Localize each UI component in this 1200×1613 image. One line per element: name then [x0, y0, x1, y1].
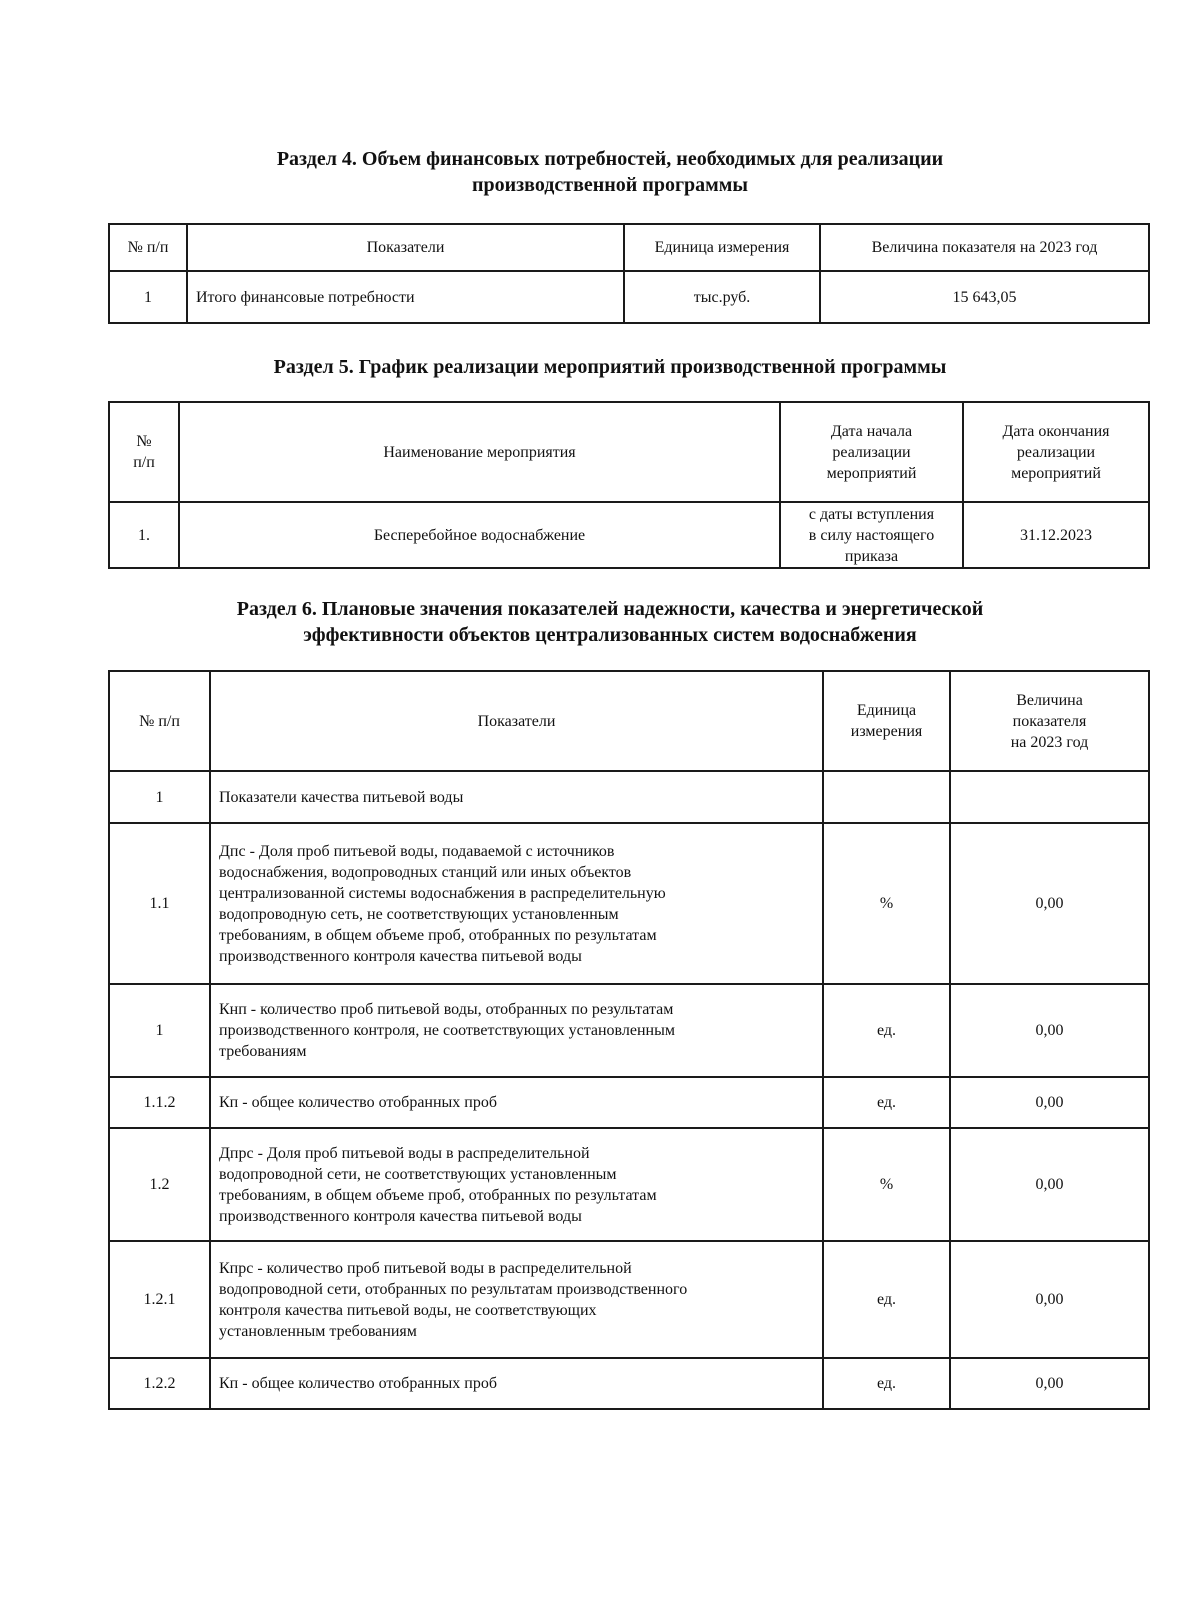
table-header-row: [109, 671, 1149, 771]
header-indicator: Показатели: [187, 224, 624, 271]
header-num: № п/п: [109, 402, 179, 502]
header-unit: Единица измерения: [624, 224, 820, 271]
table-row: [109, 984, 1149, 1077]
cell-num: 1.2: [109, 1128, 210, 1241]
cell-indicator: Кнп - количество проб питьевой воды, отобранных по результатам производственного контроля, не соответствующих установленным требованиям: [210, 984, 823, 1077]
header-num: № п/п: [109, 224, 187, 271]
cell-num: 1.1: [109, 823, 210, 984]
table-row: [109, 271, 1149, 323]
cell-indicator: Дпс - Доля проб питьевой воды, подаваемой с источников водоснабжения, водопроводных станций или иных объектов централизованной системы водоснабжения в распределительную водопроводную сеть, не соответствующих установленным требованиям, в общем объеме проб, отобранных по результатам производственного контроля качества питьевой воды: [210, 823, 823, 984]
header-name: Наименование мероприятия: [179, 402, 780, 502]
cell-indicator: Показатели качества питьевой воды: [210, 771, 823, 823]
cell-indicator: Кпрс - количество проб питьевой воды в распределительной водопроводной сети, отобранных по результатам производственного контроля качества питьевой воды, не соответствующих установленным требованиям: [210, 1241, 823, 1358]
cell-num: 1: [109, 771, 210, 823]
section-4-title: Раздел 4. Объем финансовых потребностей, необходимых для реализации производственной программы: [276, 148, 944, 196]
cell-value: 0,00: [950, 1077, 1149, 1128]
cell-value: 0,00: [950, 823, 1149, 984]
section-6-title: Раздел 6. Плановые значения показателей надежности, качества и энергетической эффективности объектов централизованных систем водоснабжения: [236, 598, 984, 646]
cell-num: 1.2.1: [109, 1241, 210, 1358]
header-num: № п/п: [109, 671, 210, 771]
header-value: Величина показателя на 2023 год: [820, 224, 1149, 271]
table-row: [109, 1241, 1149, 1358]
cell-indicator: Кп - общее количество отобранных проб: [210, 1358, 823, 1409]
cell-unit: тыс.руб.: [624, 271, 820, 323]
cell-unit: [823, 771, 950, 823]
cell-num: 1.2.2: [109, 1358, 210, 1409]
cell-indicator: Дпрс - Доля проб питьевой воды в распределительной водопроводной сети, не соответствующих установленным требованиям, в общем объеме проб, отобранных по результатам производственного контроля качества питьевой воды: [210, 1128, 823, 1241]
cell-name: Бесперебойное водоснабжение: [179, 502, 780, 568]
cell-unit: %: [823, 823, 950, 984]
table-row: [109, 823, 1149, 984]
cell-num: 1: [109, 271, 187, 323]
header-value: Величина показателя на 2023 год: [950, 671, 1149, 771]
cell-unit: %: [823, 1128, 950, 1241]
cell-value: 0,00: [950, 1358, 1149, 1409]
cell-indicator: Итого финансовые потребности: [187, 271, 624, 323]
cell-value: 0,00: [950, 1128, 1149, 1241]
cell-num: 1.: [109, 502, 179, 568]
table-row: [109, 1128, 1149, 1241]
cell-start-date: с даты вступления в силу настоящего приказа: [780, 502, 963, 568]
table-header-row: [109, 402, 1149, 502]
cell-indicator: Кп - общее количество отобранных проб: [210, 1077, 823, 1128]
cell-value: 0,00: [950, 1241, 1149, 1358]
cell-value: [950, 771, 1149, 823]
table-row: [109, 771, 1149, 823]
header-start-date: Дата начала реализации мероприятий: [780, 402, 963, 502]
cell-unit: ед.: [823, 1241, 950, 1358]
cell-unit: ед.: [823, 1077, 950, 1128]
section-6-table: [108, 670, 1150, 1410]
cell-end-date: 31.12.2023: [963, 502, 1149, 568]
header-end-date: Дата окончания реализации мероприятий: [963, 402, 1149, 502]
header-unit: Единица измерения: [823, 671, 950, 771]
table-row: [109, 1358, 1149, 1409]
cell-unit: ед.: [823, 984, 950, 1077]
table-row: [109, 1077, 1149, 1128]
table-header-row: [109, 224, 1149, 271]
cell-value: 0,00: [950, 984, 1149, 1077]
cell-unit: ед.: [823, 1358, 950, 1409]
cell-num: 1.1.2: [109, 1077, 210, 1128]
section-5-table: [108, 401, 1150, 569]
cell-num: 1: [109, 984, 210, 1077]
section-4-table: [108, 223, 1150, 324]
table-row: [109, 502, 1149, 568]
section-5-title: Раздел 5. График реализации мероприятий производственной программы: [273, 356, 947, 378]
header-indicator: Показатели: [210, 671, 823, 771]
cell-value: 15 643,05: [820, 271, 1149, 323]
